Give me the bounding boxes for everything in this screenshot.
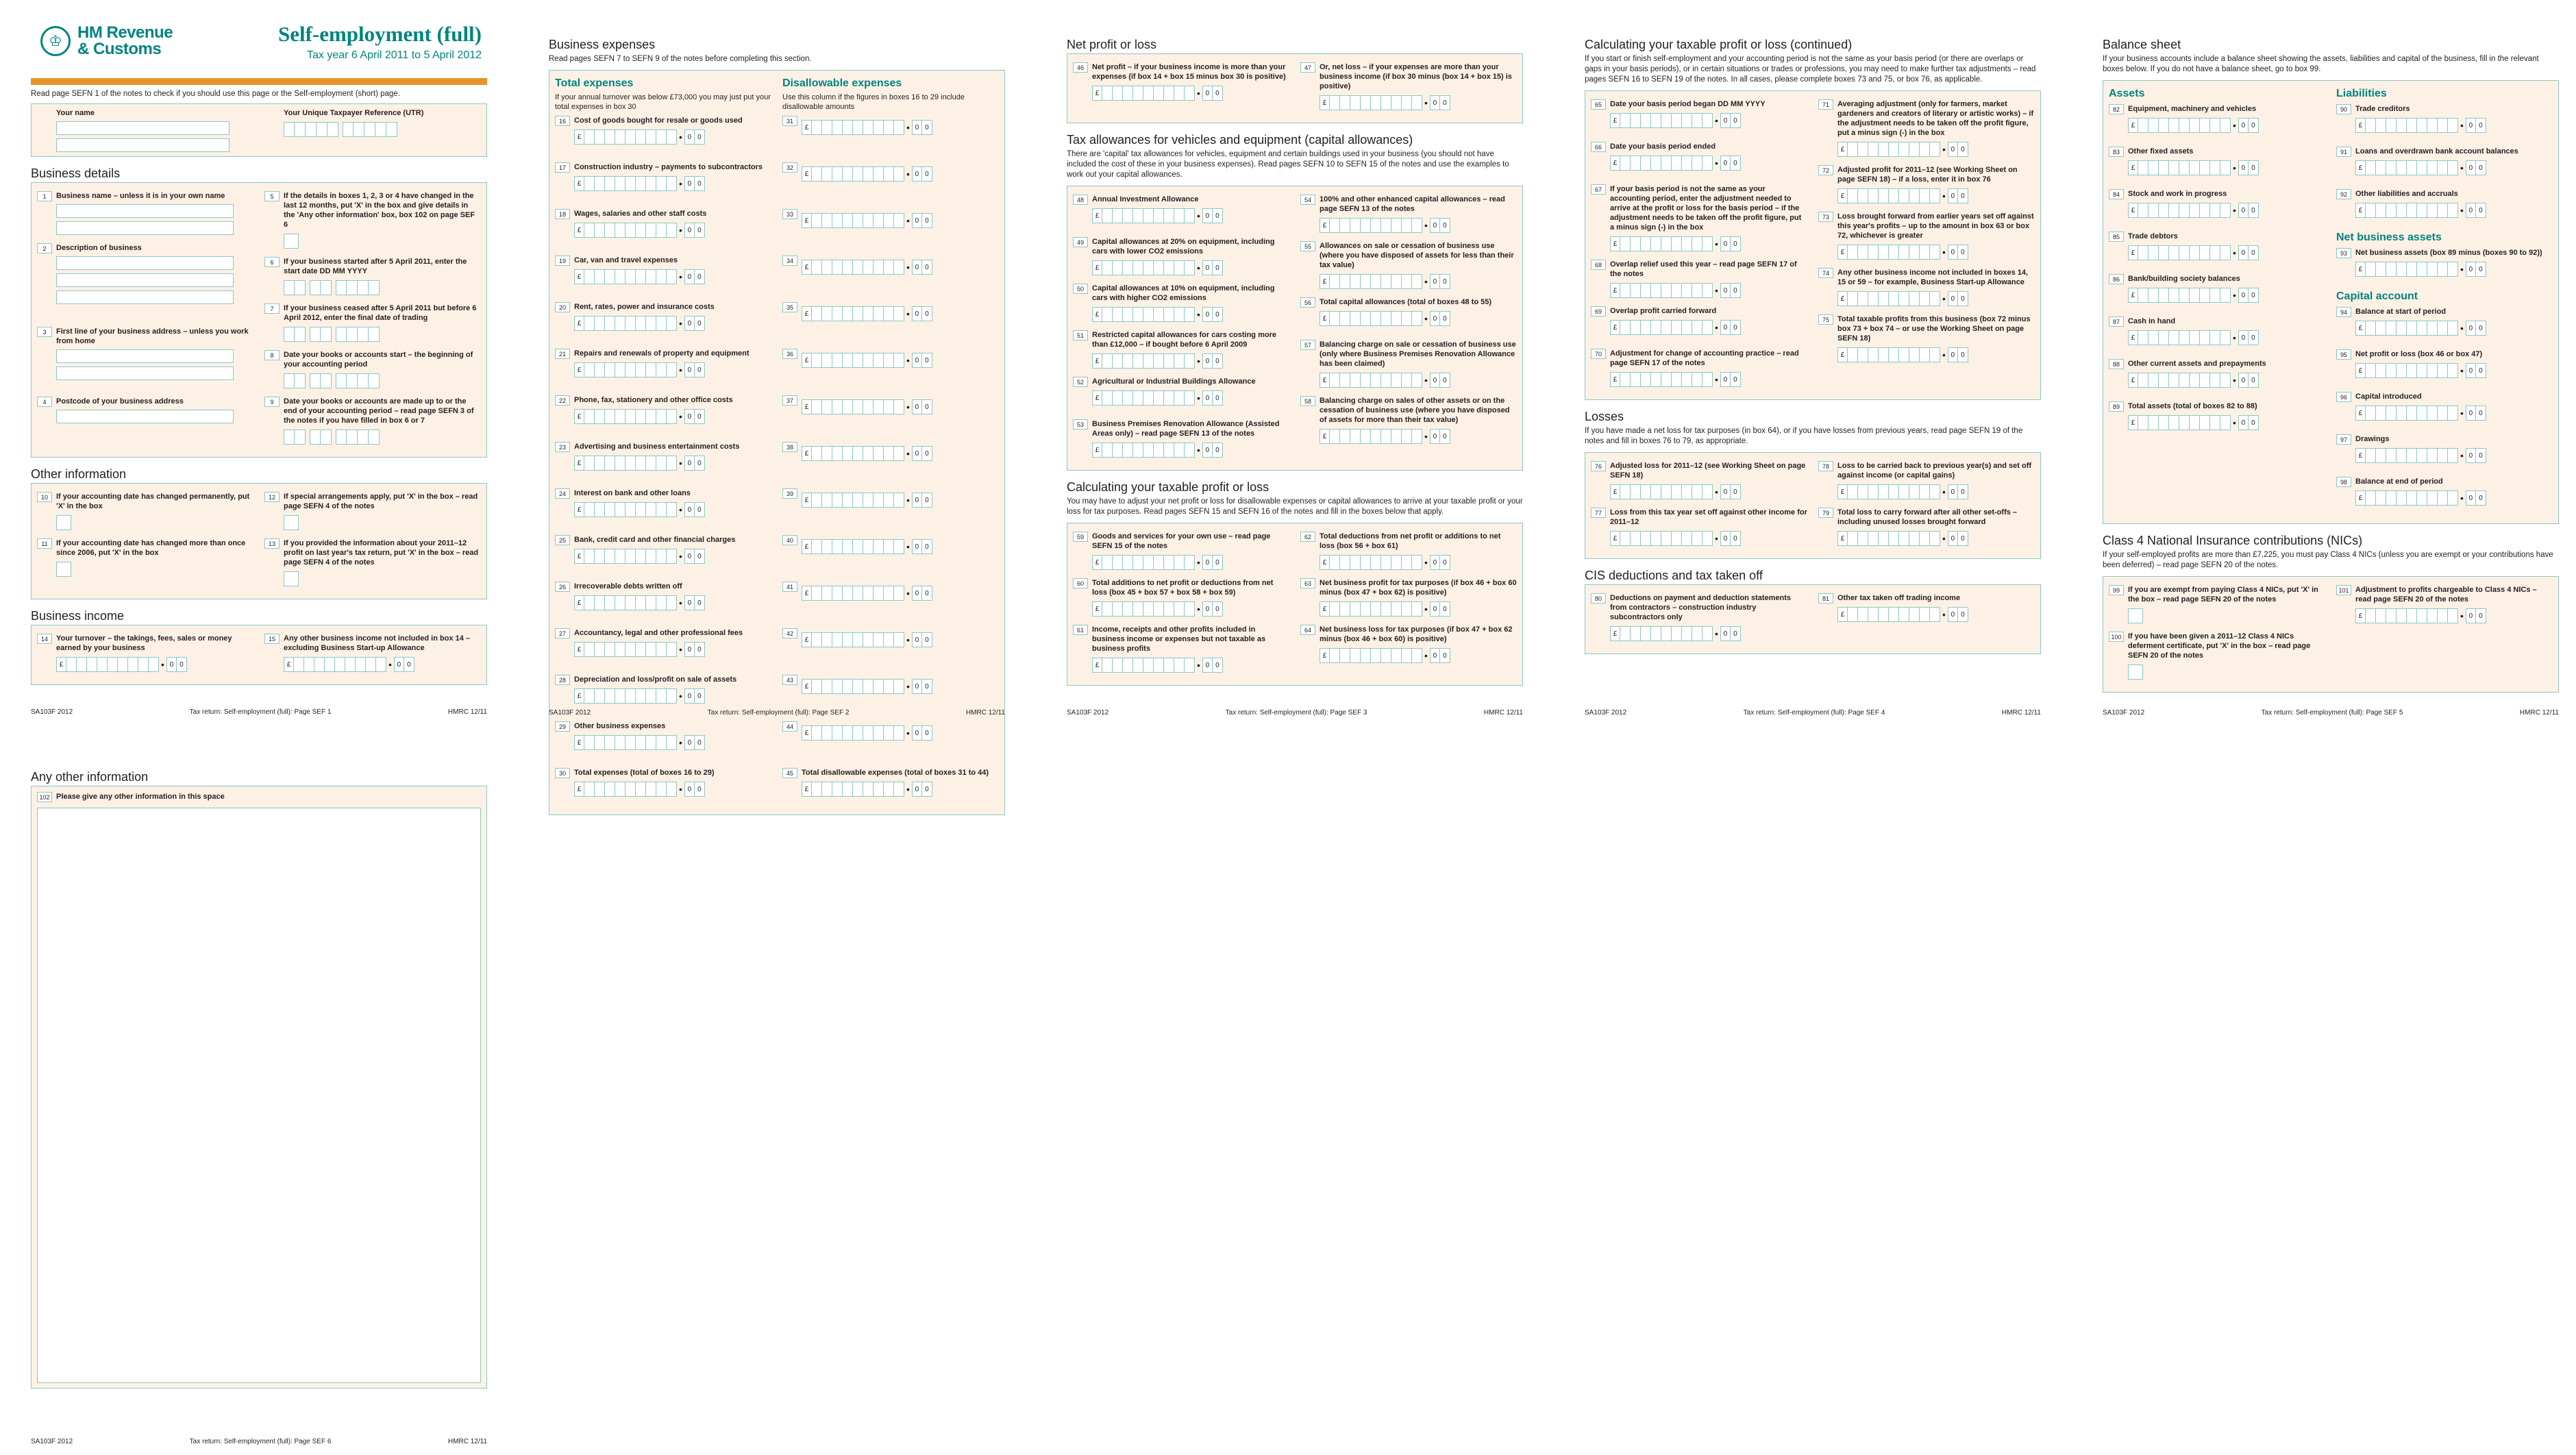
name-input[interactable]	[56, 121, 230, 135]
field-box-64: 64 Net business loss for tax purposes (if box 47 + box 62 minus (box 46 + box 60) is positive) £ • 0 0	[1300, 625, 1517, 663]
money-input[interactable]: £ • 0 0	[2128, 373, 2325, 388]
form-subtitle: Tax year 6 April 2011 to 5 April 2012	[307, 49, 482, 61]
money-input[interactable]: £ • 0 0	[1610, 320, 1807, 335]
field-box-29: 29 Other business expenses £ • 0 0	[555, 721, 771, 756]
field-box-76: 76 Adjusted loss for 2011–12 (see Working Sheet on page SEFN 18) £ • 0 0	[1591, 461, 1807, 499]
field-box-27: 27 Accountancy, legal and other professional fees £ • 0 0	[555, 628, 771, 662]
field-box-50: 50 Capital allowances at 10% on equipment, including cars with higher CO2 emissions £ • 0 0	[1073, 284, 1289, 322]
hmrc-logo: ♔ HM Revenue & Customs	[40, 25, 173, 58]
money-input[interactable]: £ • 0 0	[574, 409, 771, 424]
page-sef2: Business expenses Read pages SEFN 7 to SEFN 9 of the notes before completing this section. Total expenses If your annual turnover was below £73,000 you may just put your total expenses in box 30 Disallowable expenses Use this column if the figures in boxes 16 to 29 include disallowable amounts 16 Cost of goods bought for resale or goods used £ • 0 0 31 £ • 0 0 17 Construction industry – payments to subcontractors £ • 0 0 32 £ • 0 0 18 Wages, salaries and other staff costs £ • 0 0 33 £ • 0 0 19 Car, van and travel expenses £ • 0 0 34 £ • 0 0 20 Rent, rates, power and insurance costs £ • 0 0 35 £ • 0 0 21 Repairs and renewals of property and equipment £ • 0 0 36 £ • 0 0 22 Phone, fax, stationery and other office costs £ • 0 0 37 £ • 0 0 23 Advertising and business entertainment costs £ • 0 0 38 £ • 0 0 24 Interest on bank and other loans £ • 0 0 39 £ • 0 0 25 Bank, credit card and other financial charges £ • 0 0 40 £ • 0 0 26 Irrecoverable debts written off £ • 0 0 41 £ • 0 0 27 Accountancy, legal and other professional fees £ • 0 0 42 £ • 0 0 28 Depreciation and loss/profit on sale of assets £ • 0 0 43 £ • 0 0 29 Other business expenses £ • 0 0 44 £ • 0 0 30 Total expenses (total of boxes 16 to 29) £ • 0 0 45 Total disallowable expenses (total of boxes 31 to 44) £ • 0 0 SA103F 2012 Tax return: Self-employment (full): Page SEF 2 HMRC 12/11	[549, 38, 1005, 815]
money-input[interactable]: £ • 0 0	[802, 586, 999, 601]
money-input[interactable]: £ • 0 0	[802, 306, 999, 321]
page-sef6: Any other information 102 Please give any other information in this space SA103F 2012 Tax return: Self-employment (full): Page SEF 6 HMRC 12/11	[31, 770, 487, 1445]
money-input[interactable]: £ • 0 0	[2355, 203, 2553, 218]
money-input[interactable]: £ • 0 0	[1092, 260, 1289, 275]
money-input[interactable]: £ • 0 0	[1320, 601, 1517, 617]
money-input[interactable]: £ • 0 0	[1092, 601, 1289, 617]
money-input[interactable]: £ • 0 0	[2355, 160, 2553, 175]
field-box-67: 67 If your basis period is not the same as your accounting period, enter the adjustment needed to arrive at the profit or loss for the basis period – if the adjustment needs to be taken off the profit figure, put a minus sign (-) in the box £ • 0 0	[1591, 184, 1807, 251]
money-input[interactable]: £ • 0 0	[802, 213, 999, 228]
field-box-83: 83 Other fixed assets £ • 0 0	[2109, 147, 2325, 181]
money-input[interactable]: £ • 0 0	[574, 595, 771, 610]
money-input[interactable]: £ • 0 0	[802, 120, 999, 135]
money-input[interactable]: £ • 0 0	[574, 316, 771, 331]
field-box-61: 61 Income, receipts and other profits included in business income or expenses but not taxable as business profits £ • 0 0	[1073, 625, 1289, 673]
money-input[interactable]: £ • 0 0	[2355, 490, 2553, 506]
money-input[interactable]: £ • 0 0	[1320, 648, 1517, 663]
field-box-66: 66 Date your basis period ended £ • 0 0	[1591, 142, 1807, 176]
money-input[interactable]: £ • 0 0	[2128, 288, 2325, 303]
money-input[interactable]: £ • 0 0	[1610, 484, 1807, 499]
page-sef5: Balance sheet If your business accounts include a balance sheet showing the assets, liabilities and capital of the business, fill in the relevant boxes below. If you do not have a balance sheet, go to box 99. Assets 82 Equipment, machinery and vehicles £ • 0 0 83 Other fixed assets £ • 0 0 84 Stock and work in progress £ • 0 0 85 Trade debtors £ • 0 0 86 Bank/building society balances £ • 0 0 87 Cash in hand £ • 0 0 88 Other current assets and prepayments £ • 0 0 89 Total assets (total of boxes 82 to 88) £ • 0 0 Liabilities 90 Trade creditors £ • 0 0 91 Loans and overdrawn bank account balances £ • 0 0 92 Other liabilities and accruals £ • 0 0 Net business assets 93 Net business assets (box 89 minus (boxes 90 to 92)) £ • 0 0 Capital account 94 Balance at start of period £ • 0 0 95 Net profit or loss (box 46 or box 47) £ • 0 0 96 Capital introduced £ • 0 0 97 Drawings £ • 0 0 98 Balance at end of period £ • 0 0 Class 4 National Insurance contributions (NICs) If your self-employed profits are more than £7,225, you must pay Class 4 NICs (unless you are exempt or your contributions have been deferred) – read page SEFN 20 of the notes. 99 If you are exempt from paying Class 4 NICs, put 'X' in the box – read page SEFN 20 of the notes 100 If you have been given a 2011–12 Class 4 NICs deferment certificate, put 'X' in the box – read page SEFN 20 of the notes 101 Adjustment to profits chargeable to Class 4 NICs – read page SEFN 20 of the notes £ • 0 0 SA103F 2012 Tax return: Self-employment (full): Page SEF 5 HMRC 12/11	[2103, 38, 2559, 717]
field-box-71: 71 Averaging adjustment (only for farmers, market gardeners and creators of literary or artistic works) – if the adjustment needs to be taken off the profit figure, put a minus sign (-) in the box £ • 0 0	[1818, 99, 2035, 157]
money-input[interactable]: £ • 0 0	[574, 735, 771, 750]
field-box-82: 82 Equipment, machinery and vehicles £ • 0 0	[2109, 104, 2325, 138]
money-input[interactable]: £ • 0 0	[802, 260, 999, 275]
money-input[interactable]: £ • 0 0	[2128, 118, 2325, 133]
field-box-92: 92 Other liabilities and accruals £ • 0 0	[2336, 189, 2553, 223]
field-box-62: 62 Total deductions from net profit or additions to net loss (box 56 + box 61) £ • 0 0	[1300, 532, 1517, 570]
money-input[interactable]: £ • 0 0	[1320, 218, 1517, 233]
money-input[interactable]: £ • 0 0	[2355, 118, 2553, 133]
money-input[interactable]: £ • 0 0	[802, 353, 999, 368]
field-box-97: 97 Drawings £ • 0 0	[2336, 434, 2553, 469]
field-box-91: 91 Loans and overdrawn bank account balances £ • 0 0	[2336, 147, 2553, 181]
field-box-57: 57 Balancing charge on sale or cessation of business use (only where Business Premises Renovation Allowance has been claimed) £ • 0 0	[1300, 340, 1517, 388]
money-input[interactable]: £ • 0 0	[1837, 245, 2035, 260]
money-input[interactable]: £ • 0 0	[2355, 321, 2553, 336]
page-sef3: Net profit or loss 46 Net profit – if your business income is more than your expenses (if box 14 + box 15 minus box 30 is positive) £ • 0 0 47 Or, net loss – if your expenses are more than your business income (if box 30 minus (box 14 + box 15) is positive) £ • 0 0 Tax allowances for vehicles and equipment (capital allowances) There are 'capital' tax allowances for vehicles, equipment and certain buildings used in your business (you should not have included the cost of these in your business expenses). Read pages SEFN 10 to SEFN 15 of the notes and use the examples to work out your capital allowances. 48 Annual Investment Allowance £ • 0 0 49 Capital allowances at 20% on equipment, including cars with lower CO2 emissions £ • 0 0 50 Capital allowances at 10% on equipment, including cars with higher CO2 emissions £ • 0 0 51 Restricted capital allowances for cars costing more than £12,000 – if bought before 6 April 2009 £ • 0 0 52 Agricultural or Industrial Buildings Allowance £ • 0 0 53 Business Premises Renovation Allowance (Assisted Areas only) – read page SEFN 13 of the notes £ • 0 0 54 100% and other enhanced capital allowances – read page SEFN 13 of the notes £ • 0 0 55 Allowances on sale or cessation of business use (where you have disposed of assets for less than their tax value) £ • 0 0 56 Total capital allowances (total of boxes 48 to 55) £ • 0 0 57 Balancing charge on sale or cessation of business use (only where Business Premises Renovation Allowance has been claimed) £ • 0 0 58 Balancing charge on sales of other assets or on the cessation of business use (where you have disposed of assets for more than their tax value) £ • 0 0 Calculating your taxable profit or loss You may have to adjust your net profit or loss for disallowable expenses or capital allowances to arrive at your taxable profit or your loss for tax purposes. Read pages SEFN 15 and SEFN 16 of the notes and fill in the boxes below that apply. 59 Goods and services for your own use – read page SEFN 15 of the notes £ • 0 0 60 Total additions to net profit or deductions from net loss (box 45 + box 57 + box 58 + box 59) £ • 0 0 61 Income, receipts and other profits included in business income or expenses but not taxable as business profits £ • 0 0 62 Total deductions from net profit or additions to net loss (box 56 + box 61) £ • 0 0 63 Net business profit for tax purposes (if box 46 + box 60 minus (box 47 + box 62) is positive) £ • 0 0 64 Net business loss for tax purposes (if box 47 + box 62 minus (box 46 + box 60) is positive) £ • 0 0 SA103F 2012 Tax return: Self-employment (full): Page SEF 3 HMRC 12/11	[1067, 38, 1523, 717]
field-box-20: 20 Rent, rates, power and insurance costs £ • 0 0	[555, 302, 771, 336]
money-input[interactable]: £ • 0 0	[802, 399, 999, 414]
money-input[interactable]: £ • 0 0	[1837, 188, 2035, 203]
field-box-51: 51 Restricted capital allowances for cars costing more than £12,000 – if bought before 6 April 2009 £ • 0 0	[1073, 330, 1289, 369]
field-box-65: 65 Date your basis period began DD MM YYYY £ • 0 0	[1591, 99, 1807, 134]
field-box-84: 84 Stock and work in progress £ • 0 0	[2109, 189, 2325, 223]
field-box-72: 72 Adjusted profit for 2011–12 (see Working Sheet on page SEFN 18) – if a loss, enter it in box 76 £ • 0 0	[1818, 165, 2035, 203]
money-input[interactable]: £ • 0 0	[574, 362, 771, 377]
money-input[interactable]: £ • 0 0	[1610, 283, 1807, 298]
money-input[interactable]: £ • 0 0	[574, 688, 771, 704]
field-box-16: 16 Cost of goods bought for resale or goods used £ • 0 0	[555, 116, 771, 150]
field-box-22: 22 Phone, fax, stationery and other office costs £ • 0 0	[555, 395, 771, 430]
field-box-52: 52 Agricultural or Industrial Buildings Allowance £ • 0 0	[1073, 377, 1289, 411]
money-input[interactable]: £ • 0 0	[802, 539, 999, 554]
money-input[interactable]: £ • 0 0	[1610, 531, 1807, 546]
money-input[interactable]: £ • 0 0	[1092, 208, 1289, 223]
field-box-73: 73 Loss brought forward from earlier years set off against this year's profits – up to the amount in box 63 or box 72, whichever is greater £ • 0 0	[1818, 212, 2035, 260]
field-box-23: 23 Advertising and business entertainment costs £ • 0 0	[555, 442, 771, 476]
money-input[interactable]: £ • 0 0	[574, 269, 771, 284]
money-input[interactable]: £ • 0 0	[1092, 307, 1289, 322]
money-input[interactable]: £ • 0 0	[2128, 245, 2325, 260]
field-box-26: 26 Irrecoverable debts written off £ • 0 0	[555, 582, 771, 616]
field-box-78: 78 Loss to be carried back to previous year(s) and set off against income (or capital gains) £ • 0 0	[1818, 461, 2035, 499]
money-input[interactable]: £ • 0 0	[1092, 353, 1289, 369]
field-box-89: 89 Total assets (total of boxes 82 to 88) £ • 0 0	[2109, 401, 2325, 436]
money-input[interactable]: £ • 0 0	[574, 502, 771, 517]
money-input[interactable]: £ • 0 0	[1837, 531, 2035, 546]
field-box-96: 96 Capital introduced £ • 0 0	[2336, 392, 2553, 426]
page-sef4: Calculating your taxable profit or loss (continued) If you start or finish self-employment and your accounting period is not the same as your basis period (or there are overlaps or gaps in your basis periods), or in certain situations or trades or professions, you may need to make further tax adjustments – read pages SEFN 16 to SEFN 19 of the notes. In all cases, please complete boxes 73 and 75, or box 76, as applicable. 65 Date your basis period began DD MM YYYY £ • 0 0 66 Date your basis period ended £ • 0 0 67 If your basis period is not the same as your accounting period, enter the adjustment needed to arrive at the profit or loss for the basis period – if the adjustment needs to be taken off the profit figure, put a minus sign (-) in the box £ • 0 0 68 Overlap relief used this year – read page SEFN 17 of the notes £ • 0 0 69 Overlap profit carried forward £ • 0 0 70 Adjustment for change of accounting practice – read page SEFN 17 of the notes £ • 0 0 71 Averaging adjustment (only for farmers, market gardeners and creators of literary or artistic works) – if the adjustment needs to be taken off the profit figure, put a minus sign (-) in the box £ • 0 0 72 Adjusted profit for 2011–12 (see Working Sheet on page SEFN 18) – if a loss, enter it in box 76 £ • 0 0 73 Loss brought forward from earlier years set off against this year's profits – up to the amount in box 63 or box 72, whichever is greater £ • 0 0 74 Any other business income not included in boxes 14, 15 or 59 – for example, Business Start-up Allowance £ • 0 0 75 Total taxable profits from this business (box 72 minus box 73 + box 74 – or use the Working Sheet on page SEFN 18) £ • 0 0 Losses If you have made a net loss for tax purposes (in box 64), or if you have losses from previous years, read page SEFN 19 of the notes and fill in boxes 76 to 79, as appropriate. 76 Adjusted loss for 2011–12 (see Working Sheet on page SEFN 18) £ • 0 0 77 Loss from this tax year set off against other income for 2011–12 £ • 0 0 78 Loss to be carried back to previous year(s) and set off against income (or capital gains) £ • 0 0 79 Total loss to carry forward after all other set-offs – including unused losses brought forward £ • 0 0 CIS deductions and tax taken off 80 Deductions on payment and deduction statements from contractors – construction industry subcontractors only £ • 0 0 81 Other tax taken off trading income £ • 0 0 SA103F 2012 Tax return: Self-employment (full): Page SEF 4 HMRC 12/11	[1585, 38, 2041, 717]
field-box-88: 88 Other current assets and prepayments £ • 0 0	[2109, 359, 2325, 393]
field-box-86: 86 Bank/building society balances £ • 0 0	[2109, 274, 2325, 308]
money-input[interactable]: £ • 0 0	[802, 493, 999, 508]
form-title: Self-employment (full)	[277, 22, 482, 46]
money-input[interactable]: £ • 0 0	[574, 782, 771, 797]
money-input[interactable]: £ • 0 0	[1320, 95, 1517, 110]
money-input[interactable]: £ • 0 0	[56, 657, 253, 672]
money-input[interactable]: £ • 0 0	[1092, 658, 1289, 673]
money-input[interactable]: £ • 0 0	[802, 166, 999, 182]
money-input[interactable]: £ • 0 0	[574, 176, 771, 191]
field-box-56: 56 Total capital allowances (total of boxes 48 to 55) £ • 0 0	[1300, 297, 1517, 332]
money-input[interactable]: £ • 0 0	[2355, 406, 2553, 421]
money-input[interactable]: £ • 0 0	[2128, 203, 2325, 218]
field-box-60: 60 Total additions to net profit or deductions from net loss (box 45 + box 57 + box 58 + box 59) £ • 0 0	[1073, 578, 1289, 617]
money-input[interactable]: £ • 0 0	[1837, 484, 2035, 499]
money-input[interactable]: £ • 0 0	[1320, 373, 1517, 388]
money-input[interactable]: £ • 0 0	[1320, 311, 1517, 326]
money-input[interactable]: £ • 0 0	[1092, 390, 1289, 406]
money-input[interactable]: £ • 0 0	[2128, 415, 2325, 430]
field-box-75: 75 Total taxable profits from this business (box 72 minus box 73 + box 74 – or use the Working Sheet on page SEFN 18) £ • 0 0	[1818, 314, 2035, 362]
field-box-77: 77 Loss from this tax year set off against other income for 2011–12 £ • 0 0	[1591, 508, 1807, 546]
field-box-58: 58 Balancing charge on sales of other assets or on the cessation of business use (where you have disposed of assets for more than their tax value) £ • 0 0	[1300, 396, 1517, 444]
field-box-85: 85 Trade debtors £ • 0 0	[2109, 232, 2325, 266]
money-input[interactable]: £ • 0 0	[574, 129, 771, 145]
money-input[interactable]: £ • 0 0	[2128, 160, 2325, 175]
field-box-28: 28 Depreciation and loss/profit on sale of assets £ • 0 0	[555, 675, 771, 709]
field-box-21: 21 Repairs and renewals of property and equipment £ • 0 0	[555, 349, 771, 383]
money-input[interactable]: £ • 0 0	[1092, 555, 1289, 570]
money-input[interactable]: £ • 0 0	[1320, 555, 1517, 570]
money-input[interactable]: £ • 0 0	[802, 632, 999, 647]
money-input[interactable]: £ • 0 0	[802, 446, 999, 461]
field-box-98: 98 Balance at end of period £ • 0 0	[2336, 477, 2553, 511]
field-box-19: 19 Car, van and travel expenses £ • 0 0	[555, 256, 771, 290]
field-box-54: 54 100% and other enhanced capital allowances – read page SEFN 13 of the notes £ • 0 0	[1300, 195, 1517, 233]
field-box-69: 69 Overlap profit carried forward £ • 0 0	[1591, 306, 1807, 340]
money-input[interactable]: £ • 0 0	[1320, 429, 1517, 444]
field-box-93: 93 Net business assets (box 89 minus (boxes 90 to 92)) £ • 0 0	[2336, 248, 2553, 282]
field-box-95: 95 Net profit or loss (box 46 or box 47) £ • 0 0	[2336, 349, 2553, 384]
money-input[interactable]: £ • 0 0	[1837, 142, 2035, 157]
field-box-68: 68 Overlap relief used this year – read page SEFN 17 of the notes £ • 0 0	[1591, 260, 1807, 298]
money-input[interactable]: £ • 0 0	[1092, 86, 1289, 101]
money-input[interactable]: £ • 0 0	[1610, 372, 1807, 387]
money-input[interactable]: £ • 0 0	[1837, 291, 2035, 306]
money-input[interactable]: £ • 0 0	[574, 642, 771, 657]
money-input[interactable]: £ • 0 0	[2355, 363, 2553, 378]
field-box-94: 94 Balance at start of period £ • 0 0	[2336, 307, 2553, 341]
page-sef1: ♔ HM Revenue & Customs Self-employment (full) Tax year 6 April 2011 to 5 April 2012 Read page SEFN 1 of the notes to check if you should use this page or the Self-employment (short) page. Your name Your Unique Taxpayer Reference (UTR) Business details 1 Business name – unless it is in your own name 2 Description of business 3 First line of your business address – unless you work from home 4 Postcode of your business address 5 If the details in boxes 1, 2, 3 or 4 have changed in the last 12 months, put 'X' in the box and give details in the 'Any other information' box, box 102 on page SEF 6 6 If your business started after 5 April 2011, enter the start date DD MM YYYY 7 If your business ceased after 5 April 2011 but before 6 April 2012, enter the final date of trading 8 Date your books or accounts start – the beginning of your accounting period 9 Date your books or accounts are made up to or the end of your accounting period – read page SEFN 3 of the notes if you have filled in box 6 or 7 Other information 10 If your accounting date has changed permanently, put 'X' in the box 11 If your accounting date has changed more than once since 2006, put 'X' in the box 12 If special arrangements apply, put 'X' in the box – read page SEFN 4 of the notes 13 If you provided the information about your 2011–12 profit on last year's tax return, put 'X' in the box – read page SEFN 4 of the notes Business income 14 Your turnover – the takings, fees, sales or money earned by your business £ • 0 0 15 Any other business income not included in box 14 – excluding Business Start-up Allowance £ • 0 0 SA103F 2012 Tax return: Self-employment (full): Page SEF 1 HMRC 12/11	[31, 22, 487, 716]
money-input[interactable]: £ • 0 0	[2355, 262, 2553, 277]
money-input[interactable]: £ • 0 0	[1320, 274, 1517, 289]
money-input[interactable]: £ • 0 0	[802, 679, 999, 694]
money-input[interactable]: £ • 0 0	[1610, 113, 1807, 128]
field-box-17: 17 Construction industry – payments to subcontractors £ • 0 0	[555, 162, 771, 197]
money-input[interactable]: £ • 0 0	[1610, 156, 1807, 171]
money-input[interactable]: £ • 0 0	[2355, 608, 2553, 623]
money-input[interactable]: £ • 0 0	[2128, 330, 2325, 345]
field-box-48: 48 Annual Investment Allowance £ • 0 0	[1073, 195, 1289, 229]
money-input[interactable]: £ • 0 0	[1610, 236, 1807, 251]
field-box-63: 63 Net business profit for tax purposes (if box 46 + box 60 minus (box 47 + box 62) is positive) £ • 0 0	[1300, 578, 1517, 617]
field-box-49: 49 Capital allowances at 20% on equipment, including cars with lower CO2 emissions £ • 0 0	[1073, 237, 1289, 275]
money-input[interactable]: £ • 0 0	[574, 549, 771, 564]
field-box-25: 25 Bank, credit card and other financial charges £ • 0 0	[555, 535, 771, 569]
field-box-53: 53 Business Premises Renovation Allowance (Assisted Areas only) – read page SEFN 13 of the notes £ • 0 0	[1073, 419, 1289, 458]
field-box-87: 87 Cash in hand £ • 0 0	[2109, 316, 2325, 351]
field-box-18: 18 Wages, salaries and other staff costs £ • 0 0	[555, 209, 771, 243]
money-input[interactable]: £ • 0 0	[802, 725, 999, 741]
money-input[interactable]: £ • 0 0	[284, 657, 481, 672]
money-input[interactable]: £ • 0 0	[1837, 607, 2035, 622]
money-input[interactable]: £ • 0 0	[574, 223, 771, 238]
field-box-74: 74 Any other business income not included in boxes 14, 15 or 59 – for example, Business Start-up Allowance £ • 0 0	[1818, 268, 2035, 306]
money-input[interactable]: £ • 0 0	[574, 456, 771, 471]
money-input[interactable]: £ • 0 0	[1092, 443, 1289, 458]
field-box-24: 24 Interest on bank and other loans £ • 0 0	[555, 488, 771, 523]
other-information-textarea[interactable]	[37, 808, 481, 1383]
field-box-90: 90 Trade creditors £ • 0 0	[2336, 104, 2553, 138]
field-box-59: 59 Goods and services for your own use – read page SEFN 15 of the notes £ • 0 0	[1073, 532, 1289, 570]
money-input[interactable]: £ • 0 0	[2355, 448, 2553, 463]
money-input[interactable]: £ • 0 0	[802, 782, 999, 797]
crown-icon: ♔	[40, 26, 71, 56]
field-box-55: 55 Allowances on sale or cessation of business use (where you have disposed of assets for less than their tax value) £ • 0 0	[1300, 241, 1517, 289]
name-box: Your name Your Unique Taxpayer Reference (UTR)	[31, 103, 487, 157]
field-box-70: 70 Adjustment for change of accounting practice – read page SEFN 17 of the notes £ • 0 0	[1591, 349, 1807, 387]
field-box-79: 79 Total loss to carry forward after all other set-offs – including unused losses brought forward £ • 0 0	[1818, 508, 2035, 546]
money-input[interactable]: £ • 0 0	[1610, 626, 1807, 641]
money-input[interactable]: £ • 0 0	[1837, 347, 2035, 362]
field-box-30: 30 Total expenses (total of boxes 16 to 29) £ • 0 0	[555, 768, 771, 802]
